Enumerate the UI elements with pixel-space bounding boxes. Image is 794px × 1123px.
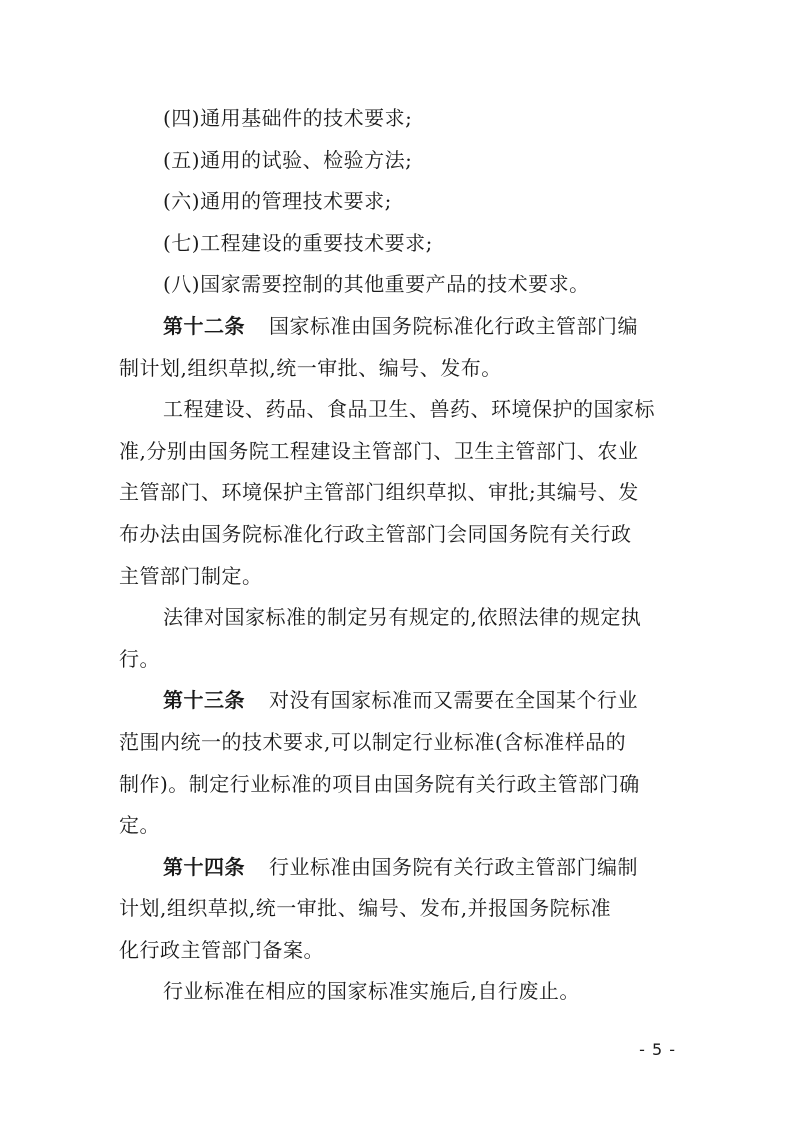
article-12-heading: 第十二条: [163, 313, 245, 338]
list-item-4: (四)通用基础件的技术要求;: [163, 106, 413, 130]
article-12-text-1: 国家标准由国务院标准化行政主管部门编: [269, 313, 638, 338]
article-13-text-4: 定。: [119, 813, 160, 838]
article-12-first-line: [119, 306, 675, 348]
page-number: - 5 -: [639, 1040, 676, 1059]
para-12b-line-5: 主管部门制定。: [119, 563, 263, 588]
para-12c-line-2: 行。: [119, 646, 160, 671]
para-14b-line-1: 行业标准在相应的国家标准实施后,自行废止。: [163, 979, 580, 1004]
article-13-heading: 第十三条: [163, 688, 245, 713]
article-14-first-line: [119, 847, 675, 889]
para-12c-line-1: 法律对国家标准的制定另有规定的,依照法律的规定执: [163, 605, 642, 630]
article-14-text-1: 行业标准由国务院有关行政主管部门编制: [269, 854, 638, 879]
article-12-text-2: 制计划,组织草拟,统一审批、编号、发布。: [119, 355, 502, 380]
article-13-text-3: 制作)。制定行业标准的项目由国务院有关行政主管部门确: [119, 771, 640, 796]
article-14-text-3: 化行政主管部门备案。: [119, 937, 324, 962]
article-13-text-2: 范围内统一的技术要求,可以制定行业标准(含标准样品的: [119, 729, 627, 754]
list-item-6: (六)通用的管理技术要求;: [163, 189, 392, 214]
body-text: [119, 98, 675, 1013]
para-12b-line-4: 布办法由国务院标准化行政主管部门会同国务院有关行政: [119, 521, 632, 546]
list-item-5: (五)通用的试验、检验方法;: [163, 147, 413, 172]
article-14-heading: 第十四条: [163, 854, 245, 879]
article-14-text-2: 计划,组织草拟,统一审批、编号、发布,并报国务院标准: [119, 896, 612, 921]
list-item-7: (七)工程建设的重要技术要求;: [163, 230, 433, 255]
list-item-8: (八)国家需要控制的其他重要产品的技术要求。: [163, 272, 590, 297]
para-12b-line-1: 工程建设、药品、食品卫生、兽药、环境保护的国家标: [163, 397, 655, 422]
para-12b-line-3: 主管部门、环境保护主管部门组织草拟、审批;其编号、发: [119, 480, 639, 505]
article-13-first-line: [119, 680, 675, 722]
article-13-text-1: 对没有国家标准而又需要在全国某个行业: [269, 688, 638, 713]
para-12b-line-2: 准,分别由国务院工程建设主管部门、卫生主管部门、农业: [119, 438, 639, 463]
